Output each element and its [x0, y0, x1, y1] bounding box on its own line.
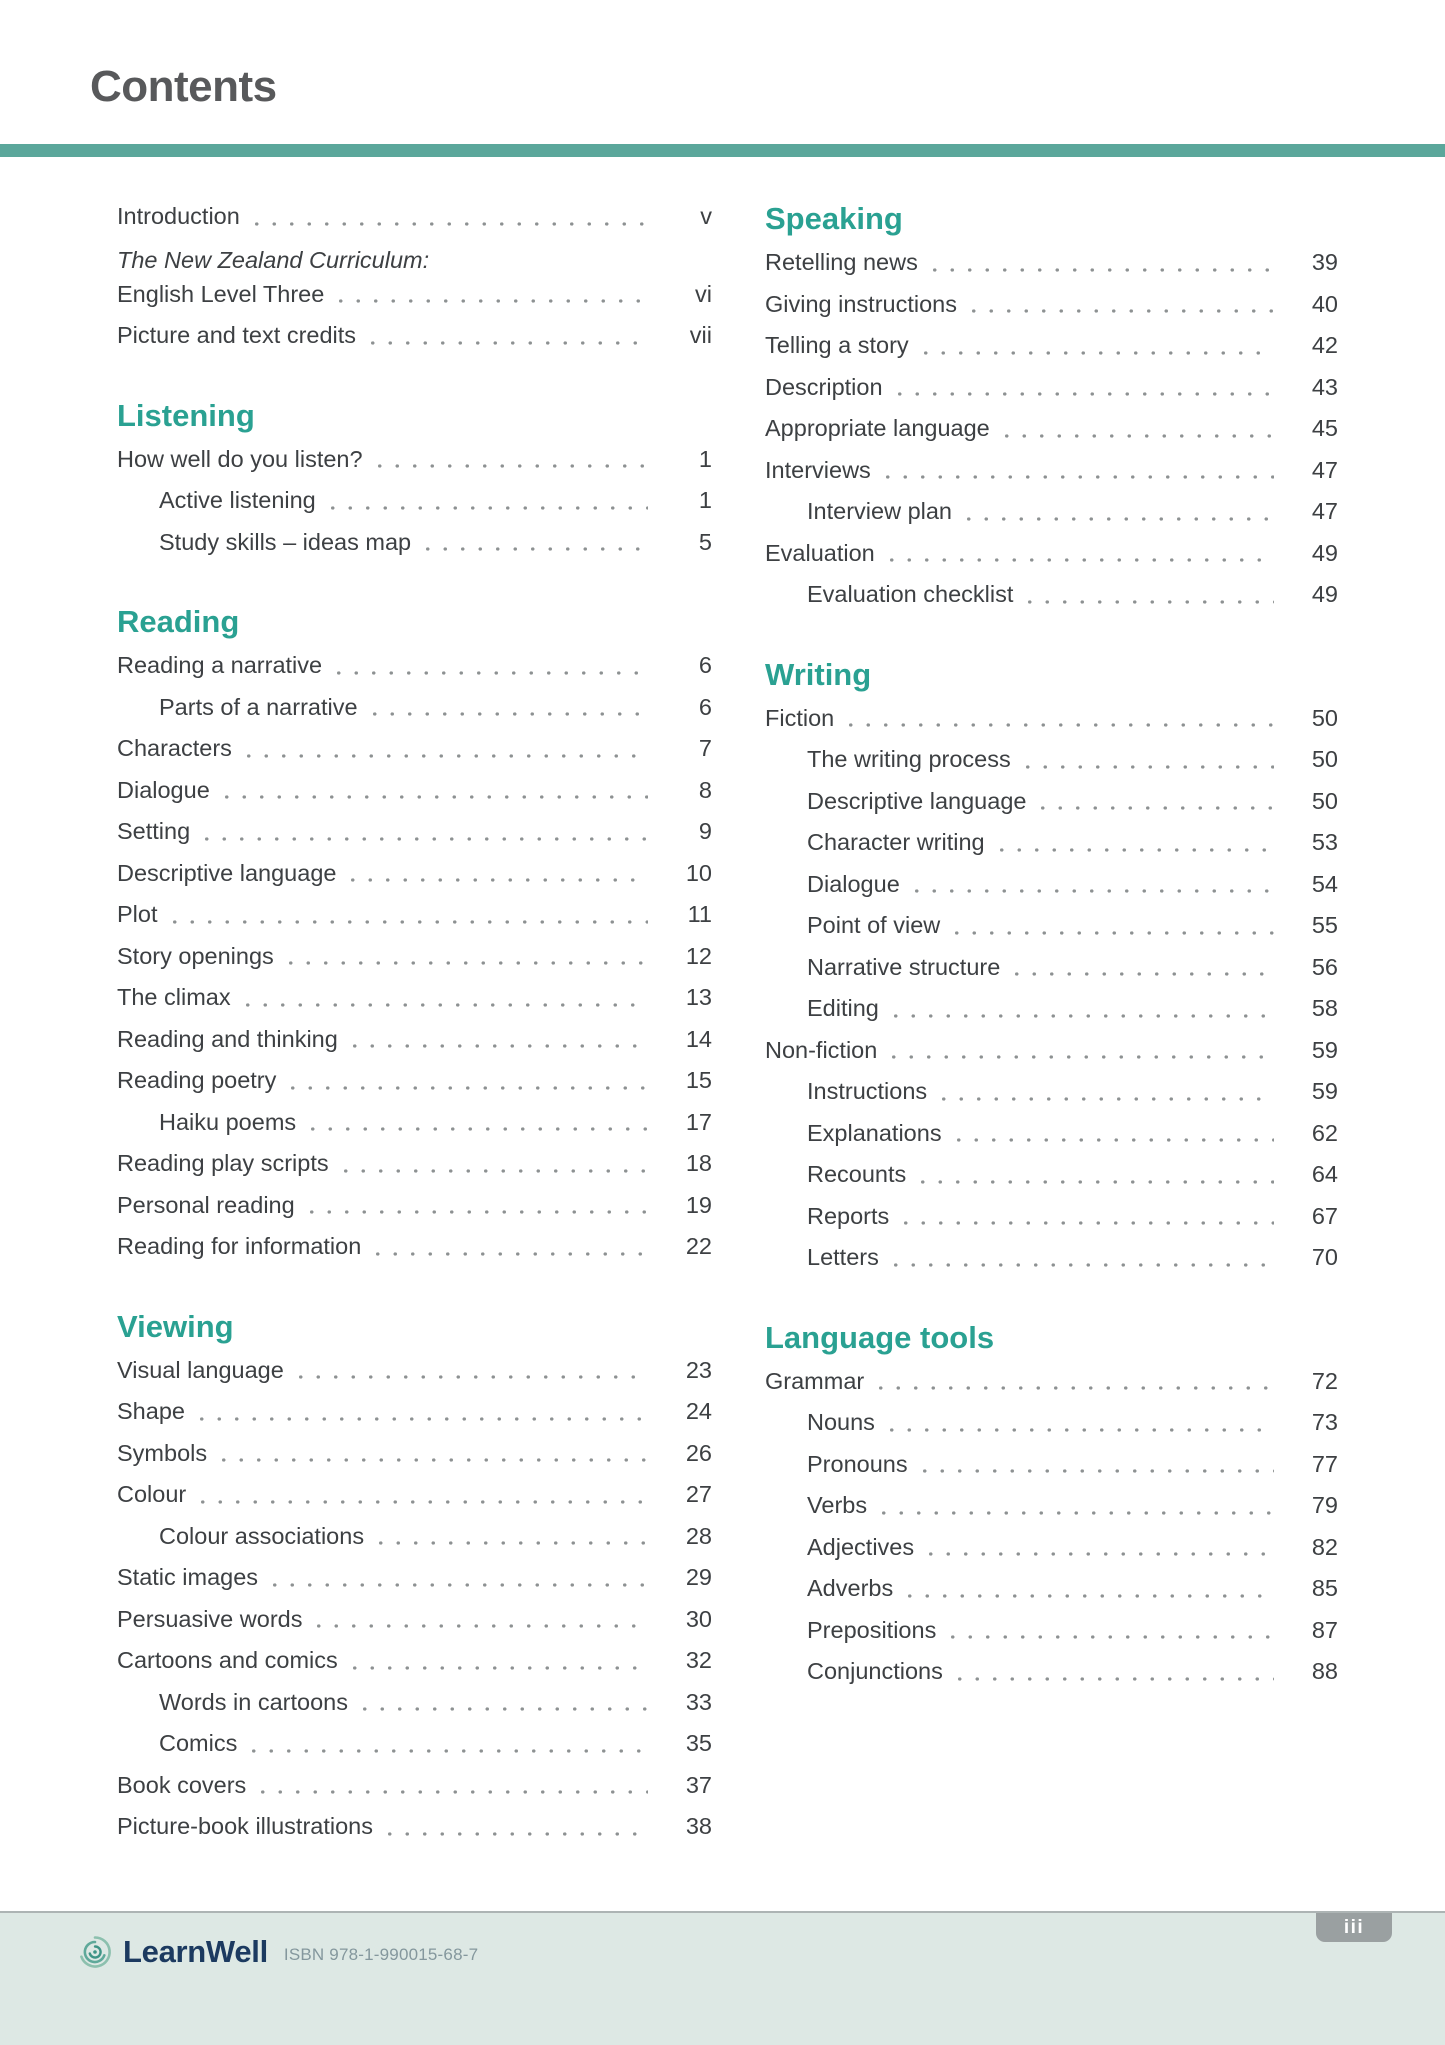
toc-entry	[117, 894, 712, 936]
toc-entry	[765, 284, 1338, 326]
toc-entry	[117, 1599, 712, 1641]
entry-page-number: 49	[1311, 539, 1338, 566]
entry-page-number: 54	[1311, 870, 1338, 897]
dot-leader	[935, 1071, 1274, 1113]
entry-label: Picture and text credits	[117, 322, 357, 349]
toc-section	[765, 196, 1338, 616]
entry-label: Cartoons and comics	[117, 1647, 338, 1674]
toc-entry	[765, 1196, 1338, 1238]
entry-page-number: 14	[685, 1025, 712, 1052]
entry-page-number: 30	[685, 1605, 712, 1632]
dot-leader	[193, 1391, 648, 1433]
toc-entry	[765, 739, 1338, 781]
toc-entry	[117, 1516, 712, 1558]
learnwell-swirl-icon	[76, 1933, 114, 1971]
entry-label: Adjectives	[807, 1533, 915, 1560]
toc-section	[117, 196, 712, 357]
dot-leader	[372, 1516, 648, 1558]
dot-leader	[245, 1723, 648, 1765]
toc-entry	[765, 1527, 1338, 1569]
toc-entry	[117, 1806, 712, 1848]
entry-label: How well do you listen?	[117, 445, 363, 472]
toc-entry	[765, 1568, 1338, 1610]
page-title: Contents	[90, 62, 277, 111]
entry-page-number: 9	[698, 818, 712, 845]
page-number-badge: iii	[1316, 1913, 1392, 1942]
toc-entry	[765, 988, 1338, 1030]
entry-page-number: 82	[1311, 1533, 1338, 1560]
dot-leader	[292, 1350, 648, 1392]
dot-leader	[218, 770, 648, 812]
dot-leader	[324, 480, 648, 522]
toc-entry	[765, 1071, 1338, 1113]
toc-entry	[117, 645, 712, 687]
entry-page-number: 37	[685, 1771, 712, 1798]
entry-label: Adverbs	[807, 1575, 894, 1602]
footer	[0, 1911, 1445, 2045]
toc-entry	[117, 522, 712, 564]
entry-page-number: 1	[698, 487, 712, 514]
entry-label: Characters	[117, 735, 232, 762]
dot-leader	[346, 1019, 648, 1061]
entry-label: Conjunctions	[807, 1658, 943, 1685]
dot-leader	[998, 408, 1274, 450]
dot-leader	[330, 645, 648, 687]
dot-leader	[950, 1113, 1274, 1155]
entry-label: Fiction	[765, 704, 835, 731]
toc-entry	[765, 1361, 1338, 1403]
dot-leader	[960, 491, 1274, 533]
entry-page-number: 22	[685, 1233, 712, 1260]
entry-page-number: 40	[1311, 290, 1338, 317]
entry-label: Interview plan	[807, 498, 952, 525]
dot-leader	[371, 439, 648, 481]
dot-leader	[215, 1433, 648, 1475]
toc-entry	[765, 1030, 1338, 1072]
entry-label: Evaluation checklist	[807, 581, 1014, 608]
toc-entry	[117, 728, 712, 770]
toc-columns	[117, 196, 1338, 1848]
toc-entry	[765, 1485, 1338, 1527]
dot-leader	[344, 853, 648, 895]
toc-entry	[765, 450, 1338, 492]
dot-leader	[419, 522, 648, 564]
entry-label: Persuasive words	[117, 1605, 303, 1632]
dot-leader	[883, 1402, 1274, 1444]
dot-leader	[1034, 781, 1274, 823]
toc-entry	[117, 1765, 712, 1807]
entry-page-number: 17	[685, 1108, 712, 1135]
toc-entry	[117, 1019, 712, 1061]
toc-entry	[117, 1391, 712, 1433]
toc-entry	[765, 1610, 1338, 1652]
dot-leader	[364, 315, 648, 357]
toc-entry	[117, 1350, 712, 1392]
toc-entry	[117, 1143, 712, 1185]
toc-entry	[765, 1402, 1338, 1444]
entry-label: Pronouns	[807, 1450, 908, 1477]
dot-leader	[875, 1485, 1274, 1527]
dot-leader	[381, 1806, 648, 1848]
entry-page-number: 50	[1311, 746, 1338, 773]
dot-leader	[908, 864, 1274, 906]
entry-page-number: 28	[685, 1522, 712, 1549]
entry-label: Book covers	[117, 1771, 247, 1798]
entry-page-number: 45	[1311, 415, 1338, 442]
entry-page-number: 72	[1311, 1367, 1338, 1394]
entry-label: Study skills – ideas map	[159, 528, 412, 555]
dot-leader	[922, 1527, 1274, 1569]
dot-leader	[240, 728, 648, 770]
toc-entry	[117, 1474, 712, 1516]
entry-page-number: 88	[1311, 1658, 1338, 1685]
entry-page-number: 79	[1311, 1492, 1338, 1519]
dot-leader	[356, 1682, 648, 1724]
toc-entry	[117, 1682, 712, 1724]
dot-leader	[887, 988, 1274, 1030]
dot-leader	[885, 1030, 1274, 1072]
toc-entry	[765, 822, 1338, 864]
toc-entry	[765, 781, 1338, 823]
dot-leader	[879, 450, 1274, 492]
toc-entry	[765, 574, 1338, 616]
entry-page-number: 62	[1311, 1119, 1338, 1146]
entry-label: The writing process	[807, 746, 1011, 773]
entry-label: Character writing	[807, 829, 985, 856]
dot-leader	[239, 977, 648, 1019]
entry-label: Reading a narrative	[117, 652, 323, 679]
brand-name: LearnWell	[123, 1934, 268, 1969]
entry-label: The New Zealand Curriculum:	[117, 246, 430, 273]
dot-leader	[897, 1196, 1274, 1238]
toc-entry	[117, 1226, 712, 1268]
toc-entry	[117, 1723, 712, 1765]
entry-page-number: 55	[1311, 912, 1338, 939]
entry-page-number: 23	[685, 1356, 712, 1383]
entry-label: Colour	[117, 1481, 187, 1508]
toc-section	[117, 599, 712, 1268]
entry-label: English Level Three	[117, 280, 325, 307]
section-heading: Writing	[765, 656, 872, 692]
entry-label: Colour associations	[159, 1522, 365, 1549]
dot-leader	[366, 687, 648, 729]
entry-page-number: 59	[1311, 1036, 1338, 1063]
entry-label: Reports	[807, 1202, 890, 1229]
entry-page-number: 33	[685, 1688, 712, 1715]
dot-leader	[198, 811, 648, 853]
entry-label: Setting	[117, 818, 191, 845]
dot-leader	[166, 894, 649, 936]
dot-leader	[944, 1610, 1274, 1652]
toc-entry	[117, 196, 712, 238]
entry-label: Introduction	[117, 203, 240, 230]
entry-page-number: 56	[1311, 953, 1338, 980]
dot-leader	[248, 196, 648, 238]
entry-label: Explanations	[807, 1119, 942, 1146]
entry-page-number: 5	[698, 528, 712, 555]
entry-page-number: 26	[685, 1439, 712, 1466]
entry-page-number: 11	[687, 901, 712, 928]
toc-entry	[765, 1113, 1338, 1155]
toc-entry	[765, 325, 1338, 367]
toc-entry	[765, 1444, 1338, 1486]
dot-leader	[951, 1651, 1274, 1693]
toc-entry	[765, 698, 1338, 740]
entry-page-number: 85	[1311, 1575, 1338, 1602]
entry-label: Dialogue	[807, 870, 900, 897]
entry-label: Reading for information	[117, 1233, 362, 1260]
dot-leader	[194, 1474, 648, 1516]
entry-label: Haiku poems	[159, 1108, 297, 1135]
entry-label: The climax	[117, 984, 231, 1011]
entry-label: Plot	[117, 901, 158, 928]
entry-label: Personal reading	[117, 1191, 295, 1218]
entry-label: Evaluation	[765, 539, 875, 566]
dot-leader	[1019, 739, 1274, 781]
dot-leader	[887, 1237, 1274, 1279]
entry-label: Recounts	[807, 1161, 907, 1188]
entry-label: Dialogue	[117, 776, 210, 803]
entry-page-number: 58	[1311, 995, 1338, 1022]
toc-entry	[765, 533, 1338, 575]
entry-page-number: 18	[685, 1150, 712, 1177]
toc-column-right	[765, 196, 1338, 1693]
section-heading: Language tools	[765, 1319, 995, 1355]
dot-leader	[993, 822, 1274, 864]
dot-leader	[266, 1557, 648, 1599]
dot-leader	[916, 1444, 1274, 1486]
entry-page-number: 77	[1311, 1450, 1338, 1477]
entry-page-number: vii	[689, 322, 712, 349]
entry-page-number: 29	[685, 1564, 712, 1591]
entry-page-number: 70	[1311, 1244, 1338, 1271]
dot-leader	[310, 1599, 648, 1641]
toc-section	[765, 652, 1338, 1279]
entry-page-number: v	[700, 203, 712, 230]
entry-page-number: 39	[1311, 249, 1338, 276]
entry-page-number: 59	[1311, 1078, 1338, 1105]
entry-label: Point of view	[807, 912, 941, 939]
entry-label: Active listening	[159, 487, 316, 514]
entry-label: Reading poetry	[117, 1067, 277, 1094]
toc-entry	[117, 977, 712, 1019]
dot-leader	[901, 1568, 1274, 1610]
entry-page-number: 10	[685, 859, 712, 886]
toc-entry	[117, 1433, 712, 1475]
entry-page-number: 67	[1311, 1202, 1338, 1229]
toc-entry	[117, 439, 712, 481]
toc-entry	[765, 1154, 1338, 1196]
dot-leader	[872, 1361, 1274, 1403]
entry-label: Words in cartoons	[159, 1688, 348, 1715]
dot-leader	[926, 242, 1274, 284]
entry-page-number: 27	[685, 1481, 712, 1508]
entry-page-number: 87	[1311, 1616, 1338, 1643]
dot-leader	[303, 1185, 648, 1227]
entry-label: Retelling news	[765, 249, 918, 276]
toc-section	[117, 393, 712, 564]
dot-leader	[304, 1102, 648, 1144]
entry-page-number: 19	[685, 1191, 712, 1218]
entry-page-number: 53	[1311, 829, 1338, 856]
entry-label: Picture-book illustrations	[117, 1813, 373, 1840]
section-heading: Listening	[117, 397, 255, 433]
toc-entry	[765, 947, 1338, 989]
entry-label: Editing	[807, 995, 879, 1022]
entry-label: Story openings	[117, 942, 274, 969]
toc-entry	[117, 687, 712, 729]
entry-label: Nouns	[807, 1409, 875, 1436]
toc-entry	[765, 242, 1338, 284]
dot-leader	[337, 1143, 648, 1185]
entry-page-number: 6	[698, 693, 712, 720]
entry-label: Interviews	[765, 456, 871, 483]
entry-page-number: 35	[685, 1730, 712, 1757]
entry-label: Descriptive language	[117, 859, 337, 886]
toc-entry	[117, 1640, 712, 1682]
toc-section	[765, 1315, 1338, 1693]
toc-entry	[117, 853, 712, 895]
toc-column-left	[117, 196, 712, 1848]
entry-label: Parts of a narrative	[159, 693, 358, 720]
entry-label: Narrative structure	[807, 953, 1001, 980]
entry-label: Prepositions	[807, 1616, 937, 1643]
dot-leader	[965, 284, 1274, 326]
entry-label: Non-fiction	[765, 1036, 878, 1063]
entry-label: Comics	[159, 1730, 238, 1757]
toc-entry	[117, 936, 712, 978]
dot-leader	[891, 367, 1274, 409]
toc-section	[117, 1304, 712, 1848]
entry-page-number: 32	[685, 1647, 712, 1674]
entry-page-number: 73	[1311, 1409, 1338, 1436]
dot-leader	[284, 1060, 648, 1102]
entry-label: Descriptive language	[807, 787, 1027, 814]
entry-page-number: 43	[1311, 373, 1338, 400]
entry-page-number: 15	[685, 1067, 712, 1094]
entry-label: Visual language	[117, 1356, 284, 1383]
entry-page-number: 47	[1311, 498, 1338, 525]
toc-entry	[765, 1237, 1338, 1279]
entry-label: Shape	[117, 1398, 185, 1425]
dot-leader	[842, 698, 1274, 740]
entry-page-number: 50	[1311, 704, 1338, 731]
toc-entry	[117, 811, 712, 853]
dot-leader	[914, 1154, 1274, 1196]
entry-page-number: 47	[1311, 456, 1338, 483]
section-heading: Viewing	[117, 1308, 234, 1344]
entry-page-number: 7	[698, 735, 712, 762]
entry-page-number: 1	[698, 445, 712, 472]
toc-entry	[765, 367, 1338, 409]
accent-bar	[0, 144, 1445, 157]
toc-entry	[117, 1557, 712, 1599]
entry-page-number: 64	[1311, 1161, 1338, 1188]
entry-page-number: 13	[685, 984, 712, 1011]
toc-entry	[117, 480, 712, 522]
toc-entry	[765, 408, 1338, 450]
section-heading: Speaking	[765, 201, 903, 236]
entry-label: Description	[765, 373, 883, 400]
dot-leader	[1008, 947, 1274, 989]
entry-page-number: 6	[698, 652, 712, 679]
toc-entry-pre-line	[117, 238, 712, 274]
dot-leader	[346, 1640, 648, 1682]
dot-leader	[282, 936, 648, 978]
section-heading: Reading	[117, 604, 240, 639]
toc-entry	[117, 1185, 712, 1227]
entry-page-number: 24	[685, 1398, 712, 1425]
entry-label: Reading and thinking	[117, 1025, 338, 1052]
toc-entry	[765, 905, 1338, 947]
toc-entry	[117, 770, 712, 812]
entry-label: Letters	[807, 1244, 879, 1271]
entry-page-number: vi	[695, 280, 712, 307]
entry-label: Instructions	[807, 1078, 928, 1105]
entry-label: Symbols	[117, 1439, 208, 1466]
dot-leader	[883, 533, 1274, 575]
dot-leader	[369, 1226, 648, 1268]
entry-label: Verbs	[807, 1492, 868, 1519]
entry-page-number: 50	[1311, 787, 1338, 814]
entry-page-number: 38	[685, 1813, 712, 1840]
entry-page-number: 42	[1311, 332, 1338, 359]
dot-leader	[948, 905, 1274, 947]
entry-page-number: 49	[1311, 581, 1338, 608]
toc-entry	[117, 1060, 712, 1102]
entry-label: Giving instructions	[765, 290, 957, 317]
toc-entry	[117, 315, 712, 357]
toc-entry	[765, 864, 1338, 906]
entry-label: Grammar	[765, 1367, 865, 1394]
dot-leader	[332, 274, 648, 316]
entry-label: Static images	[117, 1564, 259, 1591]
isbn-text: ISBN 978-1-990015-68-7	[283, 1945, 479, 1964]
entry-page-number: 12	[685, 942, 712, 969]
toc-entry	[117, 1102, 712, 1144]
toc-entry	[765, 491, 1338, 533]
footer-brand-block	[0, 1913, 1445, 1971]
toc-entry	[765, 1651, 1338, 1693]
entry-label: Reading play scripts	[117, 1150, 329, 1177]
entry-label: Telling a story	[765, 332, 909, 359]
entry-label: Appropriate language	[765, 415, 990, 442]
entry-page-number: 8	[698, 776, 712, 803]
dot-leader	[254, 1765, 648, 1807]
dot-leader	[917, 325, 1274, 367]
dot-leader	[1021, 574, 1274, 616]
toc-entry	[117, 274, 712, 316]
